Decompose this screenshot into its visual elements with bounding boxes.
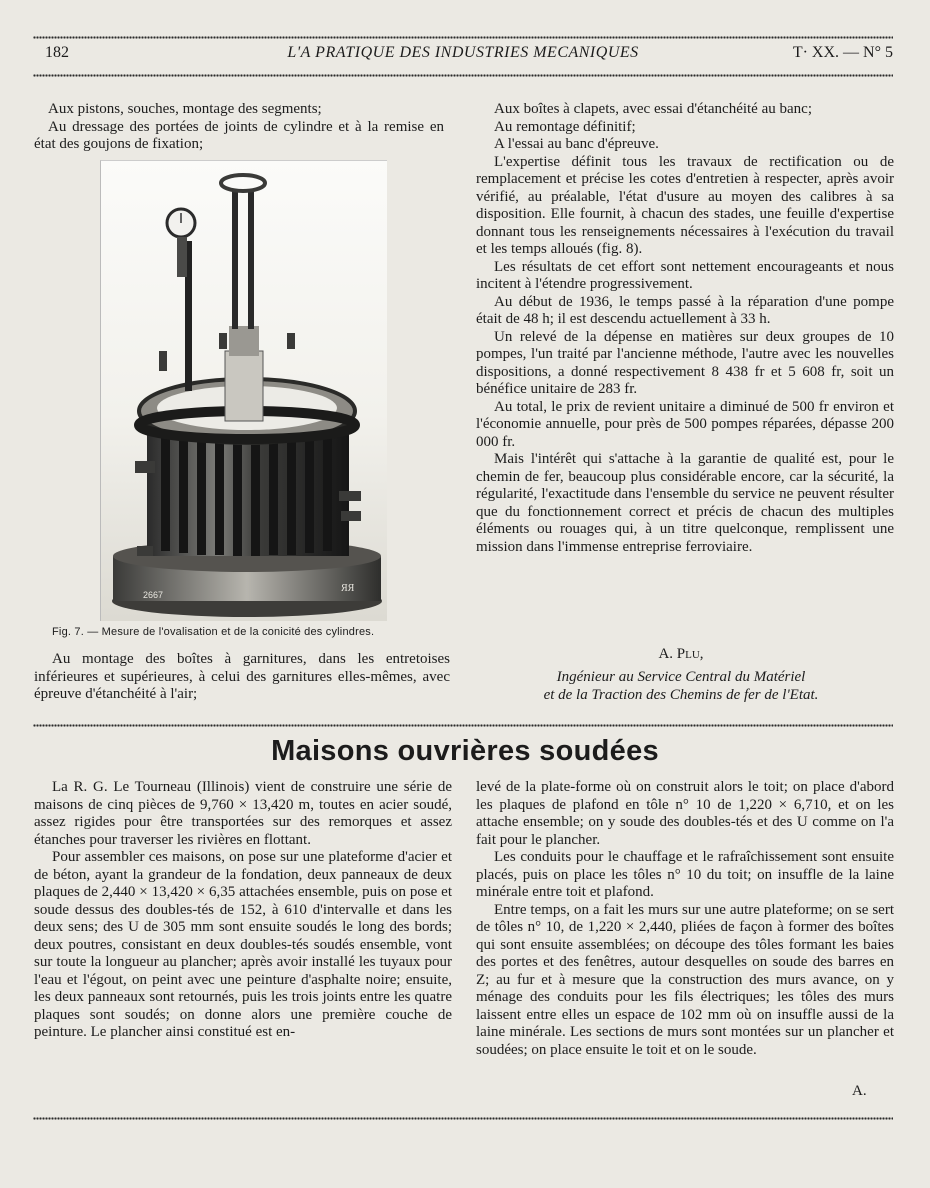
photographer-mark: ЯЯ [341,583,355,594]
section-rule [33,724,893,727]
figure-caption: Fig. 7. — Mesure de l'ovalisation et de la conicité des cylindres. [52,626,375,638]
paragraph: Aux pistons, souches, montage des segments; [48,101,322,117]
header-rule [33,74,893,77]
paragraph: Au début de 1936, le temps passé à la réparation d'une pompe était de 48 h; il est descendu actuellement à 33 h. [476,293,894,327]
plate-number: 2667 [143,590,164,600]
article1-left-top [34,101,444,154]
journal-title: L'A PRATIQUE DES INDUSTRIES MECANIQUES [287,44,639,61]
article-title: Maisons ouvrières soudées [271,735,659,767]
paragraph: Au montage des boîtes à garnitures, dans les entretoises inférieures et supérieures, à celui des garnitures elles-mêmes, avec épreuve d'étanchéité à l'air; [34,651,450,702]
article1-right-column [476,101,894,556]
author-role: Ingénieur au Service Central du Matériel [556,669,806,685]
paragraph: levé de la plate-forme où on construit alors le toit; on place d'abord les plaques de plafond en tôle n° 10 de 1,220 × 6,710, et on les attache ensemble; on y soude des doubles-tés et des U comme on l'a fait pour le plancher. [476,779,894,848]
author-role: et de la Traction des Chemins de fer de l'Etat. [543,687,819,703]
paragraph: Mais l'intérêt qui s'attache à la garantie de qualité est, pour le chemin de fer, beaucoup plus considérable encore, car la sécurité, la régularité, l'exactitude dans l'ensemble du service ne peuvent résulter que du fonctionnement correct et précis de chacun des multiples éléments ou rouages qui, à un titre quelconque, remplissent une mission dans l'immense entreprise ferroviaire. [476,451,894,555]
paragraph: Les résultats de cet effort sont nettement encourageants et nous incitent à l'étendre progressivement. [476,258,894,292]
running-header [33,44,893,70]
paragraph: Aux boîtes à clapets, avec essai d'étanchéité au banc; [494,101,812,117]
paragraph: La R. G. Le Tourneau (Illinois) vient de construire une série de maisons de cinq pièces de 9,760 × 13,420 m, toutes en acier soudé, assez rigides pour être transportées sur des remorques et assez étanches pour traverser les rivières en flottant. [34,779,452,848]
article2-left-column [34,779,452,1042]
article-signature: A. [852,1083,867,1099]
top-rule [33,36,893,39]
paragraph: Un relevé de la dépense en matières sur deux groupes de 10 pompes, l'un traité par l'ancienne méthode, l'autre avec les nouvelles dispositions, a donné respectivement 8 438 fr et 5 608 fr, soit un bénéfice unitaire de 283 fr. [476,328,894,397]
paragraph: Pour assembler ces maisons, on pose sur une plateforme d'acier et de béton, ayant la grandeur de la fondation, deux panneaux de deux plaques de 2,440 × 13,420 × 6,35 attachées ensemble, puis on pose et soude dessus des doubles-tés de 152, à 610 d'intervalle et dans les deux sens; des U de 305 mm sont ensuite soudés le long des bords; deux poutres, consistant en deux doubles-tés soudés ensemble, vont sur toute la longueur au plancher; après avoir installé les tuyaux pour l'eau et l'égout, on peint avec une peinture d'asphalte noire; ensuite, les deux panneaux sont retournés, puis les trois joints entre les quatre plaques sont soudés; on donne alors une première couche de peinture. Le plancher ainsi constitué est en- [34,849,452,1040]
paragraph: Entre temps, on a fait les murs sur une autre plateforme; on se sert de tôles n° 10, de 1,220 × 2,440, pliées de façon à former des boîtes qui sont ensuite assemblées; on découpe des tôles formant les baies des portes et des fenêtres, autour desquelles on soude des barres en Z; au fur et à mesure que la construction des murs avance, on y ménage des conduits pour les fils électriques; les tôles des murs laissent entre elles un espace de 102 mm où on insuffle aussi de la laine minérale. Les sections de murs sont montées sur un plancher et soudées; on place ensuite le toit et on le soude. [476,901,894,1058]
paragraph: Au total, le prix de revient unitaire a diminué de 500 fr environ et l'économie annuelle, pour près de 500 pompes réparées, dépasse 200 000 fr. [476,398,894,450]
figure-photograph [100,160,387,621]
paragraph: A l'essai au banc d'épreuve. [494,136,659,152]
article2-right-column [476,779,894,1059]
paragraph: Au remontage définitif; [494,118,636,135]
author-name: A. Plu, [658,646,704,662]
bottom-rule [33,1117,893,1120]
issue-number: T· XX. — N° 5 [792,44,893,61]
article1-left-bottom [34,651,450,704]
page-number: 182 [45,44,69,61]
paragraph: L'expertise définit tous les travaux de rectification ou de remplacement et précise les cotes d'entretien à respecter, après avoir vérifié, au préalable, l'état d'usure au moyen des calibres à sa disposition. Elle fournit, à chacun des stades, une feuille d'expertise donnant tous les renseignements nécessaires à l'exécution du travail et les temps alloués (fig. 8). [476,153,894,257]
paragraph: Les conduits pour le chauffage et le rafraîchissement sont ensuite placés, puis on place les tôles n° 10 du toit; on insuffle de la laine minérale entre toit et plafond. [476,849,894,900]
cylinder-gauge-illustration [101,161,387,621]
paragraph: Au dressage des portées de joints de cylindre et à la remise en état des goujons de fixation; [34,118,444,152]
